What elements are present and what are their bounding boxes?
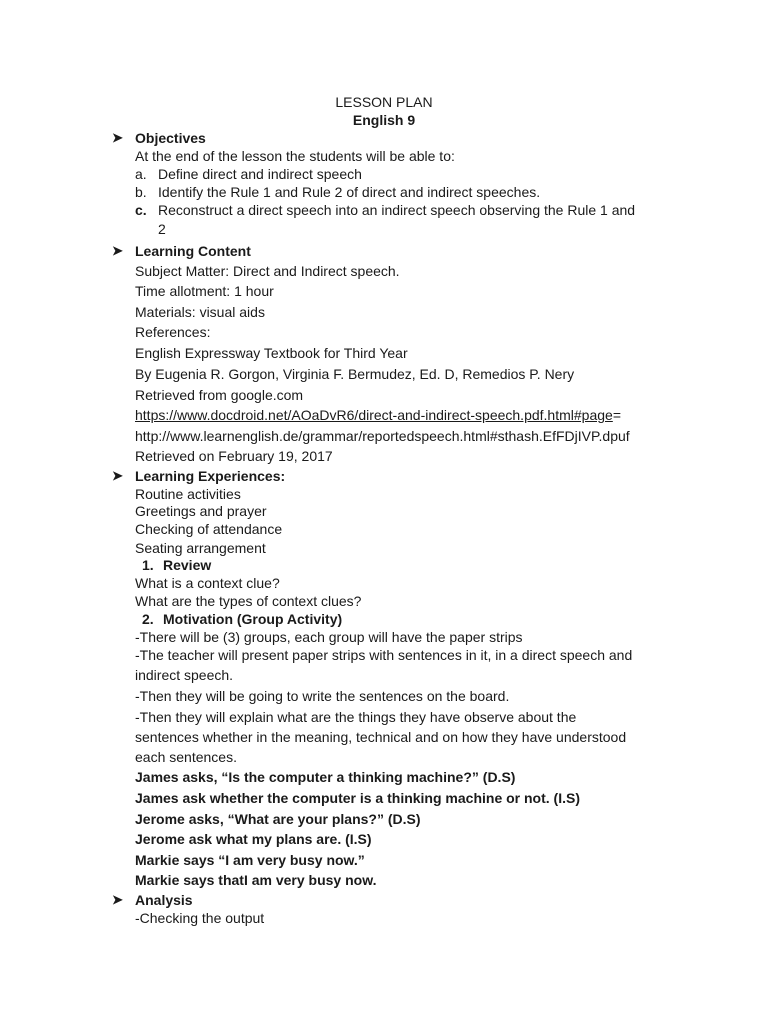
objectives-intro: At the end of the lesson the students will be able to: [135,148,455,164]
objective-item: Reconstruct a direct speech into an indirect speech observing the Rule 1 and [158,202,636,218]
retrieved-on: Retrieved on February 19, 2017 [135,448,333,464]
speech-example: Jerome ask what my plans are. (I.S) [135,831,372,847]
routine-item: Checking of attendance [135,521,283,537]
review-number: 1. [142,557,154,573]
reference-link-suffix: = [612,407,621,423]
speech-example: James asks, “Is the computer a thinking machine?” (D.S) [135,769,516,785]
motivation-line: -Then they will be going to write the sentences on the board. [135,688,510,704]
routine-item: Greetings and prayer [135,503,267,519]
review-question: What is a context clue? [135,575,280,591]
reference-link[interactable]: https://www.docdroid.net/AOaDvR6/direct-and-indirect-speech.pdf.html#page [135,407,613,423]
arrowhead-bullet-icon: ➤ [112,892,123,907]
arrowhead-bullet-icon: ➤ [112,130,123,145]
routine-item: Routine activities [135,486,241,502]
objective-marker: c. [135,202,147,218]
arrowhead-bullet-icon: ➤ [112,468,123,483]
page-title: LESSON PLAN [335,94,433,110]
objective-item-continuation: 2 [158,221,166,237]
routine-item: Seating arrangement [135,540,266,556]
materials: Materials: visual aids [135,304,265,320]
reference-book: English Expressway Textbook for Third Year [135,345,408,361]
objective-item: Define direct and indirect speech [158,166,362,182]
objective-item: Identify the Rule 1 and Rule 2 of direct and indirect speeches. [158,184,541,200]
objectives-heading: Objectives [135,130,206,146]
reference-url: http://www.learnenglish.de/grammar/reportedspeech.html#sthash.EfFDjIVP.dpuf [135,428,630,444]
analysis-line: -Checking the output [135,910,265,926]
subject-matter: Subject Matter: Direct and Indirect speech. [135,263,400,279]
reference-authors: By Eugenia R. Gorgon, Virginia F. Bermudez, Ed. D, Remedios P. Nery [135,366,575,382]
page-subtitle: English 9 [352,112,416,128]
motivation-number: 2. [142,611,154,627]
motivation-line: each sentences. [135,749,237,765]
arrowhead-bullet-icon: ➤ [112,243,123,258]
motivation-heading: Motivation (Group Activity) [163,611,343,627]
objective-marker: a. [135,166,147,182]
time-allotment: Time allotment: 1 hour [135,283,274,299]
motivation-line: -The teacher will present paper strips with sentences in it, in a direct speech and [135,647,633,663]
objective-marker: b. [135,184,147,200]
review-heading: Review [163,557,212,573]
retrieved-from: Retrieved from google.com [135,387,304,403]
motivation-line: indirect speech. [135,667,234,683]
motivation-line: -There will be (3) groups, each group will have the paper strips [135,629,523,645]
learning-content-heading: Learning Content [135,243,251,259]
motivation-line: -Then they will explain what are the things they have observe about the [135,709,577,725]
learning-experiences-heading: Learning Experiences: [135,468,286,484]
reference-link-row [135,406,621,424]
speech-example: Markie says “I am very busy now.” [135,852,365,868]
review-question: What are the types of context clues? [135,593,362,609]
analysis-heading: Analysis [135,892,193,908]
motivation-line: sentences whether in the meaning, technical and on how they have understood [135,729,627,745]
references-label: References: [135,324,211,340]
speech-example: Markie says thatI am very busy now. [135,872,377,888]
speech-example: James ask whether the computer is a thinking machine or not. (I.S) [135,790,580,806]
speech-example: Jerome asks, “What are your plans?” (D.S) [135,811,421,827]
